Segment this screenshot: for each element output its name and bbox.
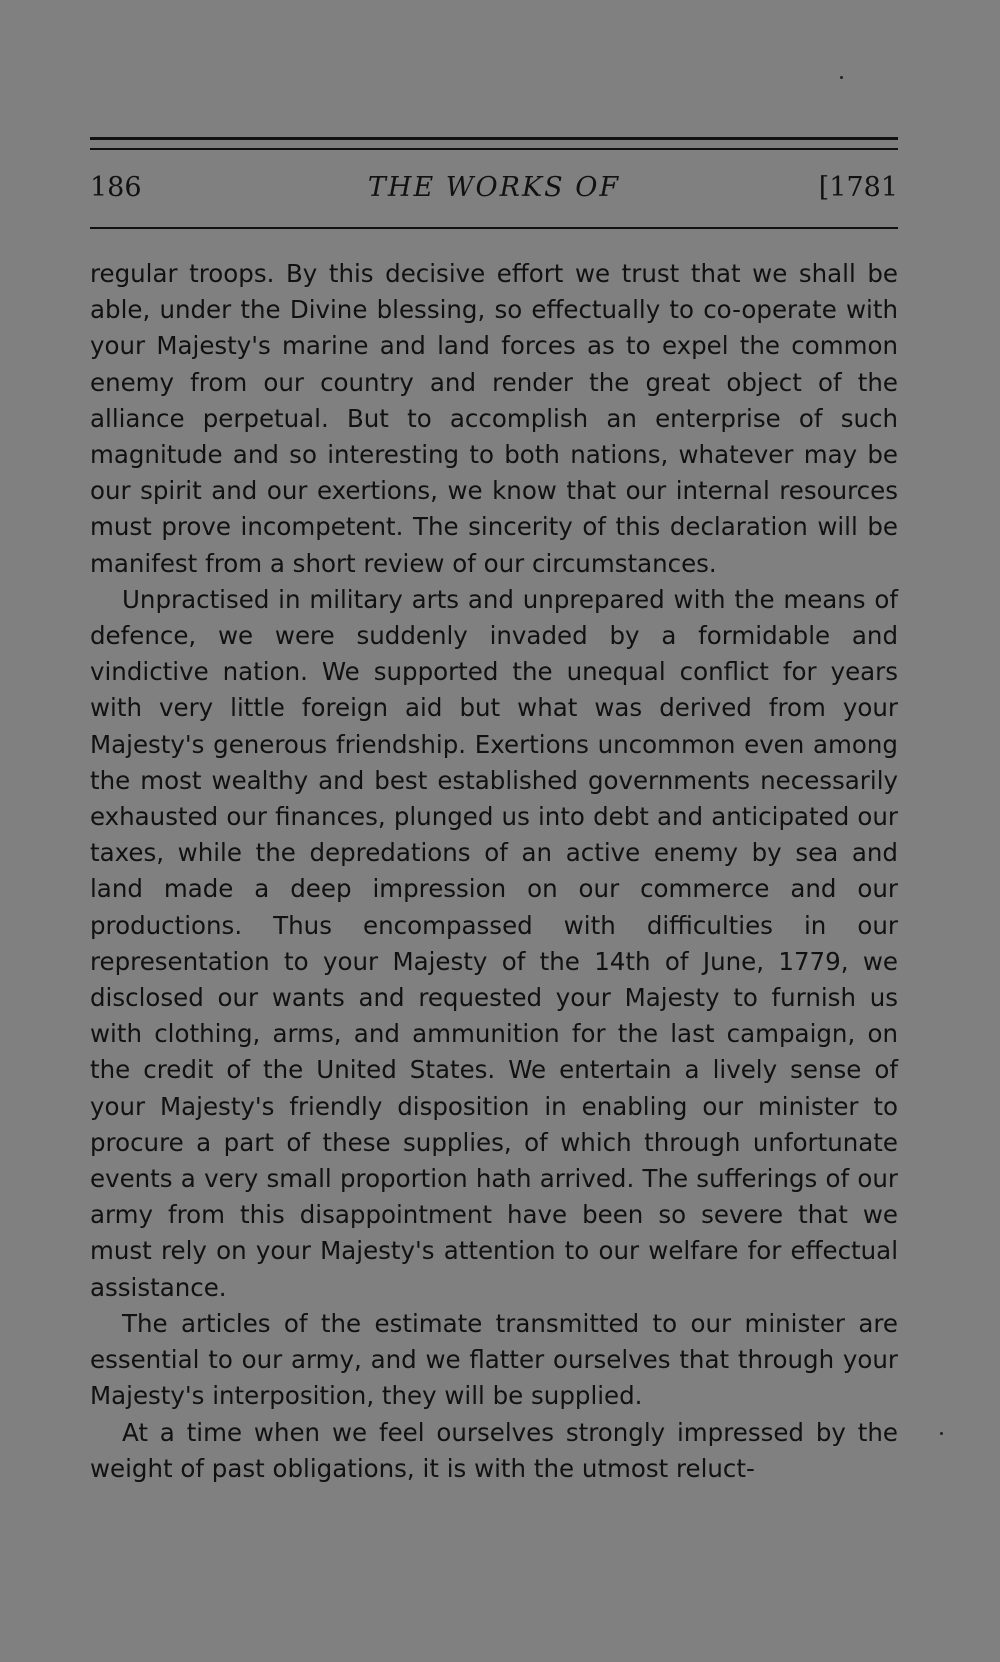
paragraph-1: regular troops. By this decisive effort we trust that we shall be able, under the Divine blessing, so effectually to co-operate with your Majesty's marine and land forces as to expel the common enemy from our country and render the great object of the alliance perpetual. But to accomplish an enterprise of such magnitude and so interesting to both nations, whatever may be our spirit and our exertions, we know that our internal resources must prove incompetent. The sincerity of this declaration will be manifest from a short review of our circumstances. [90,259,898,578]
top-rule [90,137,898,140]
paragraph-3: The articles of the estimate transmitted to our minister are essential to our army, and we flatter ourselves that through your Majesty's interposition, they will be supplied. [90,1308,898,1411]
header-rule [90,227,898,229]
scan-speck [940,1432,943,1435]
running-title: THE WORKS OF [367,172,621,203]
running-year: [1781 [818,172,898,203]
scan-speck [840,76,843,79]
page-number: 186 [90,172,142,203]
paragraph-2: Unpractised in military arts and unprepared with the means of defence, we were suddenly invaded by a formidable and vindictive nation. We supported the unequal conflict for years with very little foreign aid but what was derived from your Majesty's generous friendship. Exertions uncommon even among the most wealthy and best established governments necessarily exhausted our finances, plunged us into debt and anticipated our taxes, while the depredations of an active enemy by sea and land made a deep impression on our commerce and our productions. Thus encompassed with difficulties in our representation to your Majesty of the 14th of June, 1779, we disclosed our wants and requested your Majesty to furnish us with clothing, arms, and ammunition for the last campaign, on the credit of the United States. We entertain a lively sense of your Majesty's friendly disposition in enabling our minister to procure a part of these supplies, of which through unfortunate events a very small proportion hath arrived. The sufferings of our army from this disappointment have been so severe that we must rely on your Majesty's attention to our welfare for effectual assistance. [90,584,898,1302]
top-rule-thin [90,148,898,150]
running-head [90,172,898,212]
paragraph-4: At a time when we feel ourselves strongly impressed by the weight of past obligations, it is with the utmost reluct- [90,1417,898,1483]
body-text [90,256,898,1487]
book-page [90,0,898,1662]
